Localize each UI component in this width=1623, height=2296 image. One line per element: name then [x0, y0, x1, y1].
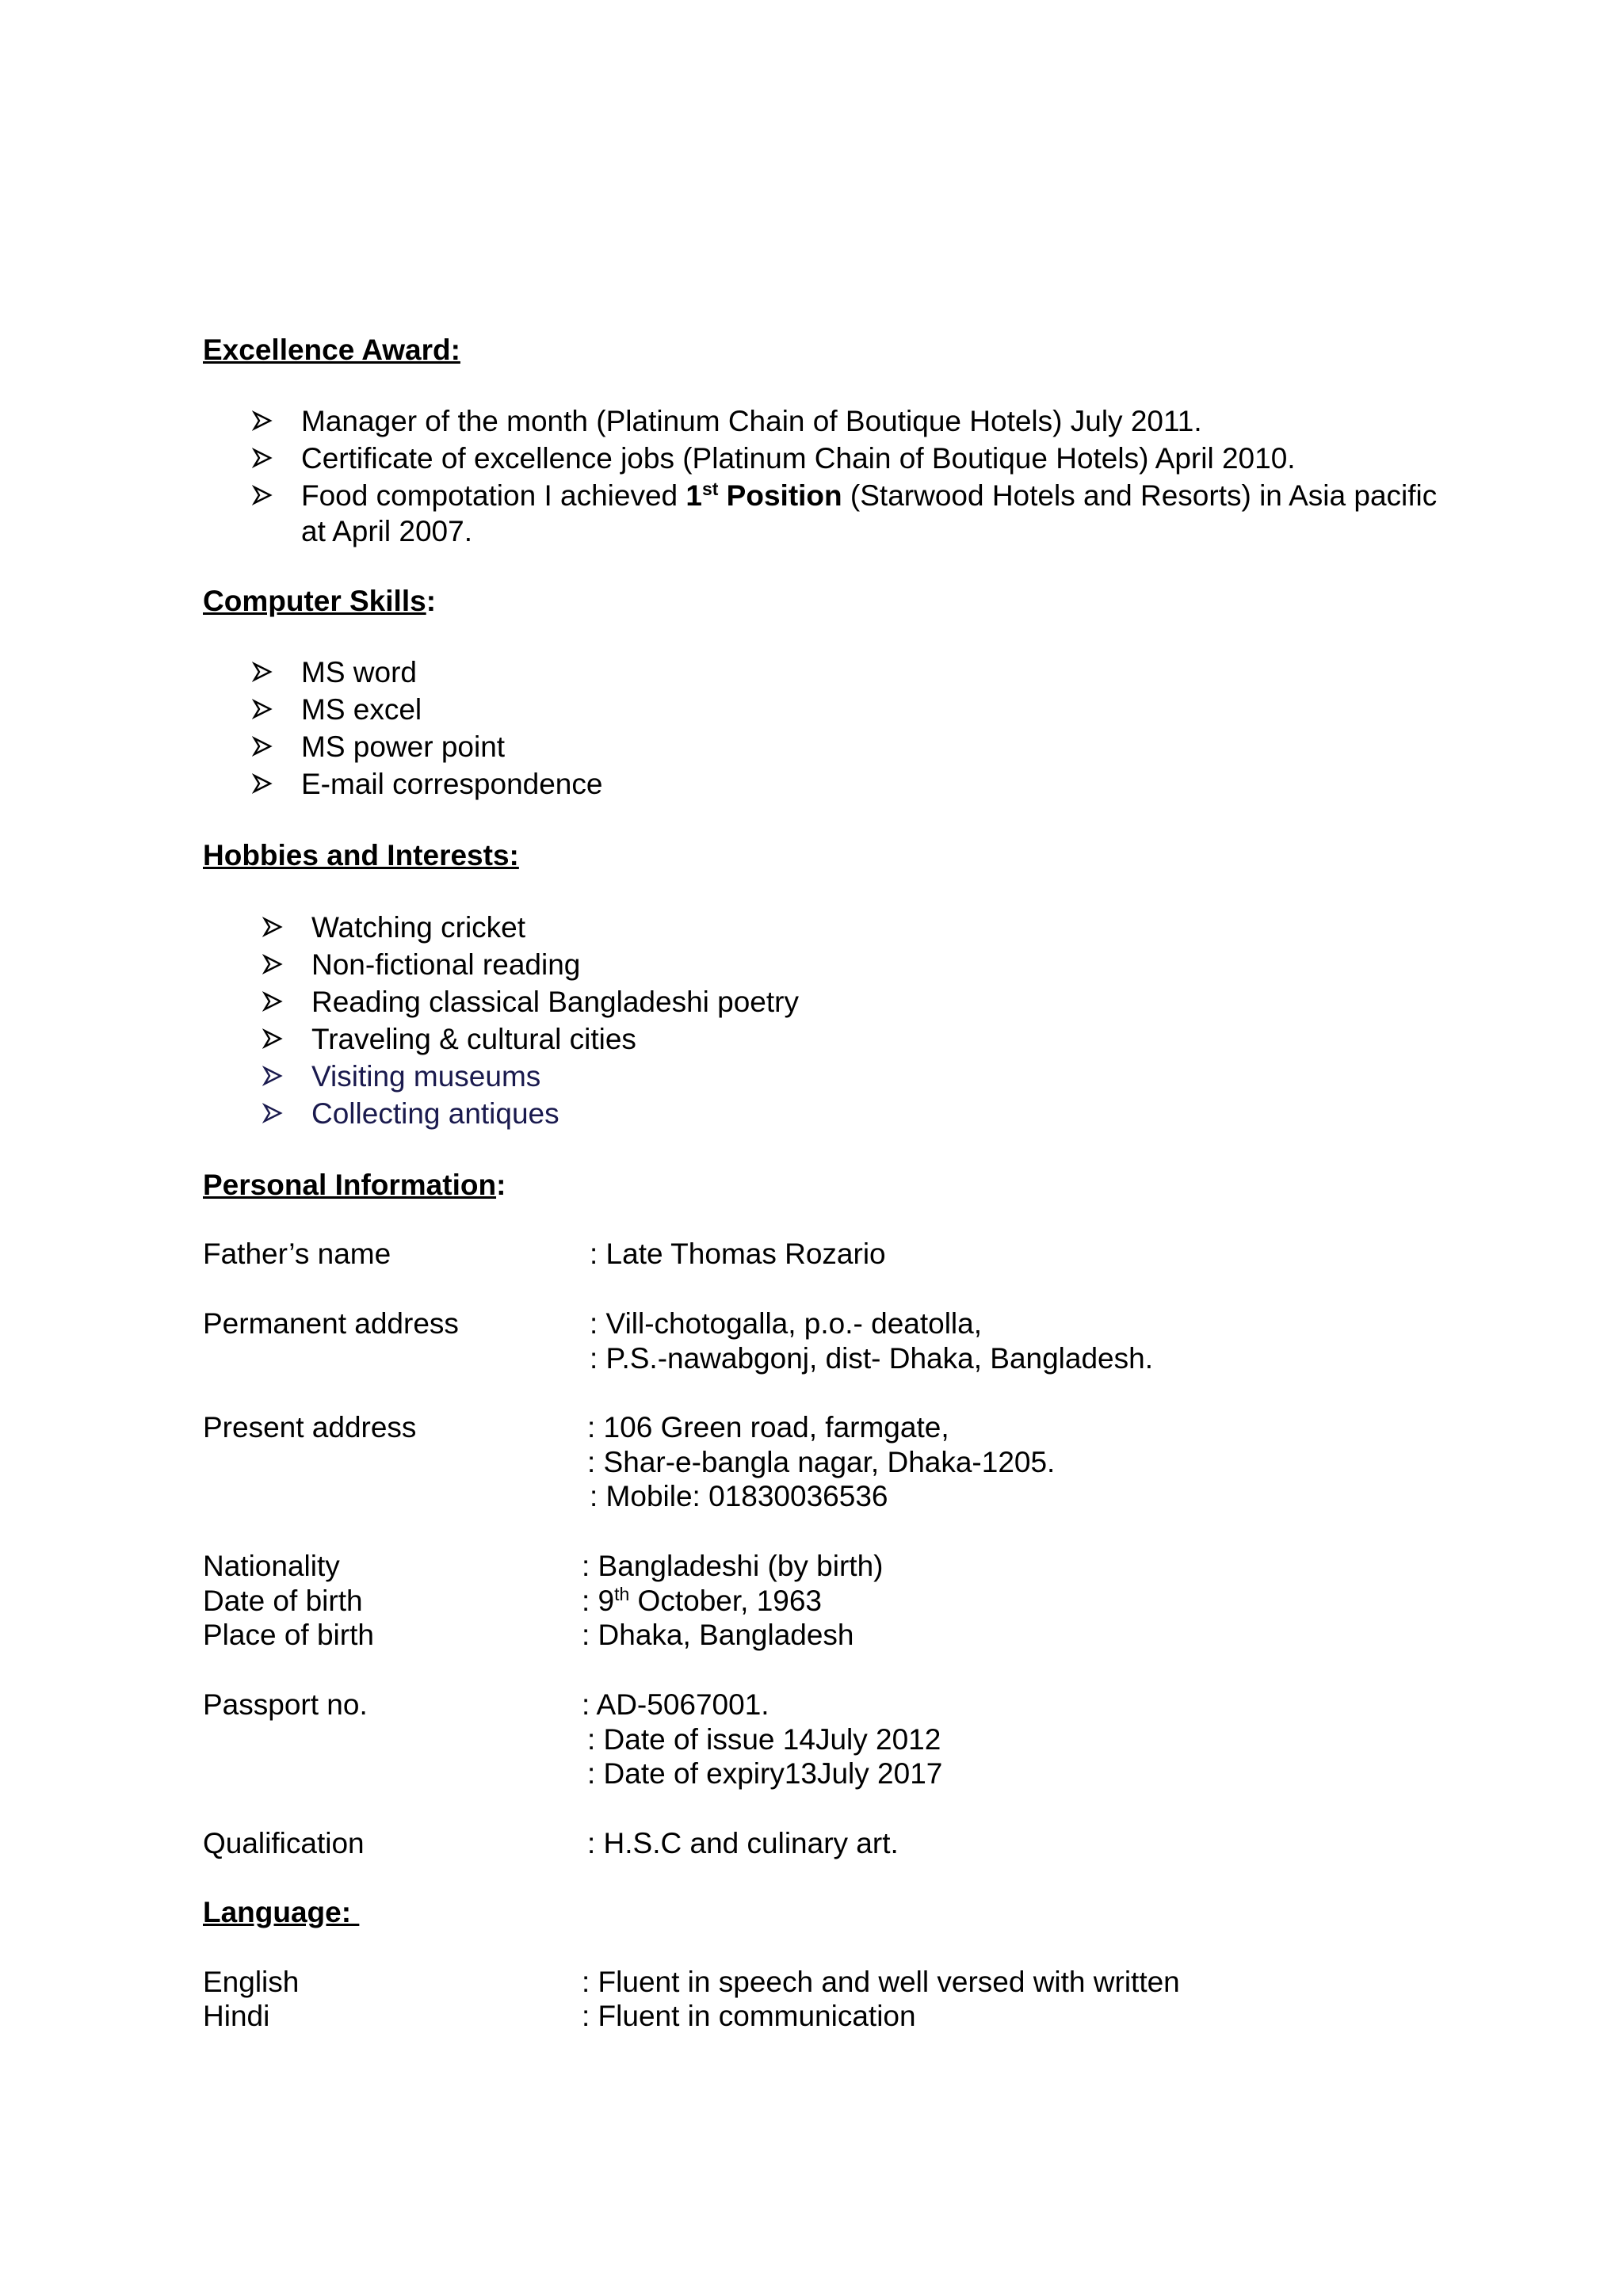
dob-day: : 9 — [582, 1585, 615, 1617]
passport-label: Passport no. — [203, 1688, 368, 1721]
qualification-label: Qualification — [203, 1827, 365, 1859]
arrow-bullet-icon — [252, 410, 273, 431]
list-item: Non-fictional reading — [311, 948, 581, 981]
list-item: MS word — [301, 656, 417, 688]
present-address-line: : 106 Green road, farmgate, — [587, 1411, 949, 1444]
heading-text: Personal Information — [203, 1169, 497, 1201]
hindi-label: Hindi — [203, 2000, 270, 2032]
dob-rest: October, 1963 — [629, 1585, 823, 1617]
arrow-bullet-icon — [252, 736, 273, 757]
item-ordinal-suffix: st — [702, 479, 719, 500]
arrow-bullet-icon — [252, 773, 273, 794]
arrow-bullet-icon — [262, 1103, 283, 1123]
arrow-bullet-icon — [262, 991, 283, 1012]
item-text: (Starwood Hotels and Resorts) in Asia pacific — [842, 479, 1438, 512]
list-item-continuation: at April 2007. — [301, 515, 472, 547]
arrow-bullet-icon — [252, 699, 273, 719]
item-bold-text: Position — [718, 479, 842, 512]
arrow-bullet-icon — [262, 954, 283, 974]
excellence-award-heading: Excellence Award: — [203, 334, 460, 366]
computer-skills-heading — [203, 585, 436, 619]
present-address-line: : Shar-e-bangla nagar, Dhaka-1205. — [587, 1446, 1056, 1478]
father-name-label: Father’s name — [203, 1238, 391, 1270]
list-item: MS power point — [301, 730, 506, 763]
list-item: Certificate of excellence jobs (Platinum Chain of Boutique Hotels) April 2010. — [301, 442, 1296, 475]
item-text: Food compotation I achieved — [301, 479, 686, 512]
list-item — [301, 479, 1437, 513]
permanent-address-line: : Vill-chotogalla, p.o.- deatolla, — [590, 1307, 983, 1340]
father-name-value: : Late Thomas Rozario — [590, 1238, 886, 1270]
hindi-value: : Fluent in communication — [582, 2000, 916, 2032]
nationality-value: : Bangladeshi (by birth) — [582, 1550, 884, 1582]
arrow-bullet-icon — [262, 1028, 283, 1049]
pob-value: : Dhaka, Bangladesh — [582, 1619, 854, 1651]
heading-colon: : — [426, 585, 437, 617]
arrow-bullet-icon — [252, 485, 273, 505]
present-address-label: Present address — [203, 1411, 417, 1444]
arrow-bullet-icon — [252, 662, 273, 682]
pob-label: Place of birth — [203, 1619, 374, 1651]
heading-text: Computer Skills — [203, 585, 426, 617]
passport-issue-date: : Date of issue 14July 2012 — [587, 1723, 941, 1756]
list-item: Watching cricket — [311, 911, 526, 944]
nationality-label: Nationality — [203, 1550, 340, 1582]
english-value: : Fluent in speech and well versed with written — [582, 1966, 1180, 1998]
list-item: Visiting museums — [311, 1060, 541, 1093]
personal-info-heading — [203, 1169, 506, 1203]
arrow-bullet-icon — [252, 448, 273, 468]
hobbies-heading: Hobbies and Interests: — [203, 839, 519, 871]
english-label: English — [203, 1966, 300, 1998]
permanent-address-label: Permanent address — [203, 1307, 459, 1340]
list-item: E-mail correspondence — [301, 768, 603, 800]
dob-value — [582, 1585, 822, 1619]
dob-ordinal-suffix: th — [614, 1584, 630, 1605]
item-ordinal: 1 — [685, 479, 702, 512]
heading-colon: : — [496, 1169, 506, 1201]
passport-expiry-date: : Date of expiry13July 2017 — [587, 1757, 943, 1790]
list-item: Reading classical Bangladeshi poetry — [311, 986, 799, 1018]
permanent-address-line: : P.S.-nawabgonj, dist- Dhaka, Bangladesh. — [590, 1342, 1153, 1375]
list-item: Collecting antiques — [311, 1097, 559, 1130]
list-item: Manager of the month (Platinum Chain of Boutique Hotels) July 2011. — [301, 405, 1202, 437]
qualification-value: : H.S.C and culinary art. — [587, 1827, 899, 1859]
mobile-number: : Mobile: 01830036536 — [590, 1480, 888, 1512]
dob-label: Date of birth — [203, 1585, 363, 1617]
passport-number: : AD-5067001. — [582, 1688, 769, 1721]
arrow-bullet-icon — [262, 1066, 283, 1086]
list-item: MS excel — [301, 693, 422, 726]
language-heading: Language: — [203, 1896, 360, 1928]
arrow-bullet-icon — [262, 917, 283, 937]
list-item: Traveling & cultural cities — [311, 1023, 636, 1055]
